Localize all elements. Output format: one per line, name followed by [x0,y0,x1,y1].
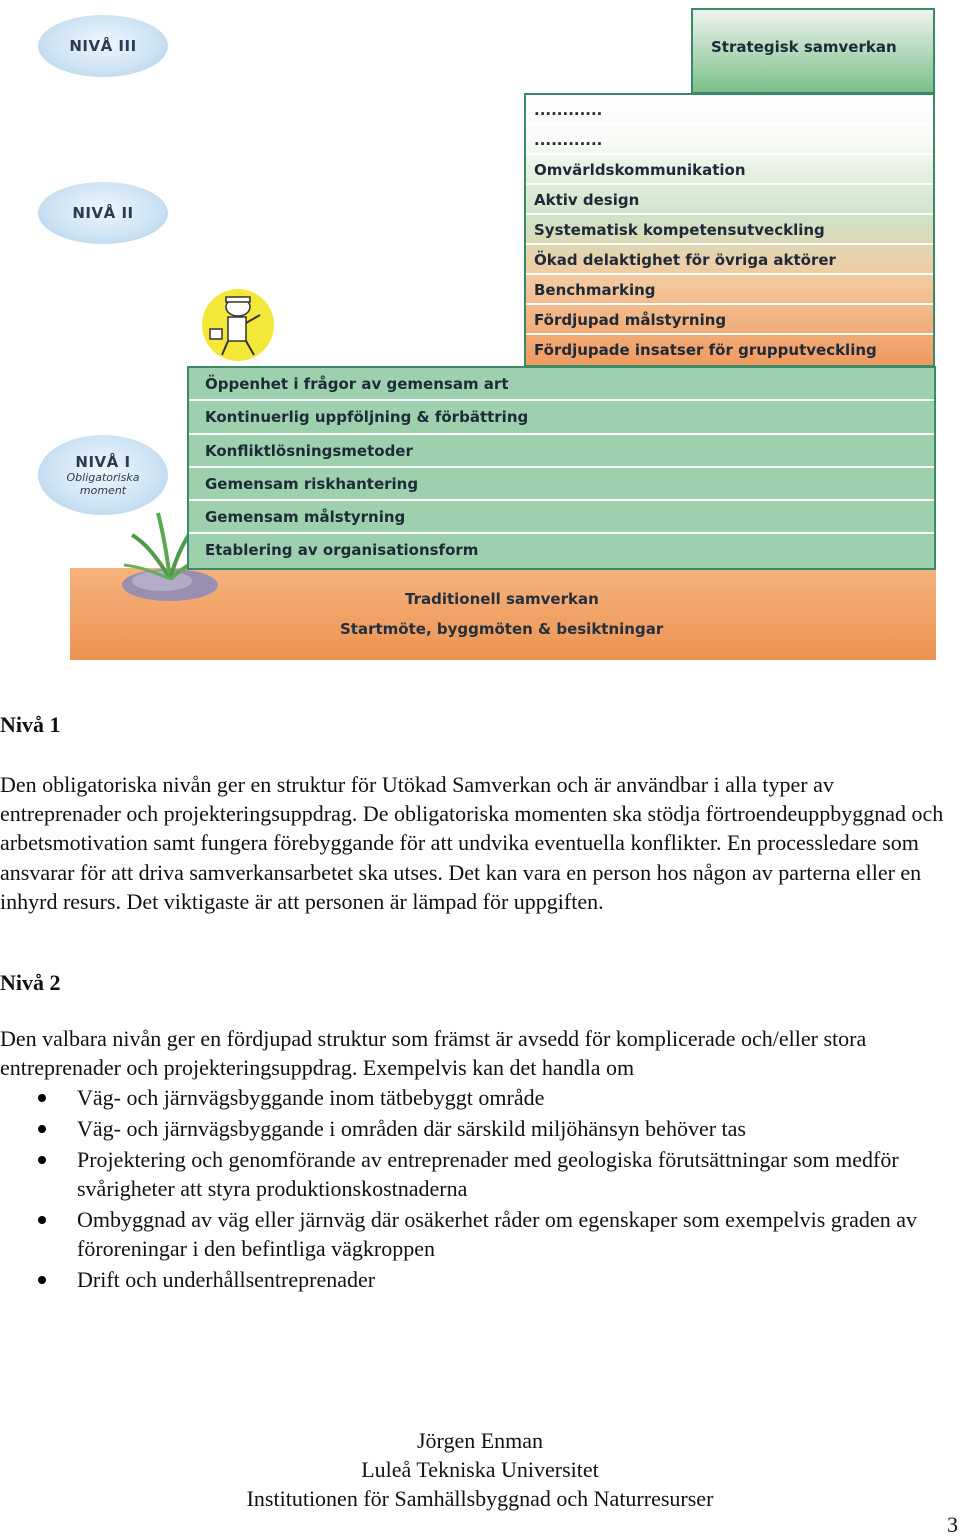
niva-2-label: NIVÅ II [72,204,134,222]
level-2-row: Ökad delaktighet för övriga aktörer [526,245,933,275]
level-3-box [691,8,935,94]
page-footer [0,1426,960,1513]
list-item: Väg- och järnvägsbyggande inom tätbebyggt område [0,1083,955,1112]
footer-author: Jörgen Enman [416,1428,544,1453]
ground-title: Traditionell samverkan [405,590,599,608]
level-3-label: Strategisk samverkan [711,38,897,56]
niva-1-label: NIVÅ I [75,453,131,471]
bullet-icon [38,1156,46,1164]
list-item: Ombyggnad av väg eller järnväg där osäkerhet råder om egenskaper som exempelvis graden av föroreningar i den befintliga vägkroppen [0,1205,955,1264]
niva-1-sublabel: Obligatoriska moment [66,471,140,497]
niva-2-examples-list [0,1083,955,1296]
level-1-row: Kontinuerlig uppföljning & förbättring [189,401,934,434]
page-number: 3 [947,1512,958,1537]
level-2-row: Fördjupad målstyrning [526,305,933,335]
footer-university: Luleå Tekniska Universitet [361,1457,599,1482]
level-1-row: Gemensam målstyrning [189,501,934,534]
level-2-row: Benchmarking [526,275,933,305]
level-2-row: Systematisk kompetensutveckling [526,215,933,245]
collaboration-levels-diagram [0,0,960,665]
niva-2-paragraph: Den valbara nivån ger en fördjupad struktur som främst är avsedd för komplicerade och/eller stora entreprenader och projekteringsuppdrag. Exempelvis kan det handla om [0,1026,867,1081]
niva-1-cloud [38,435,168,515]
niva-3-label: NIVÅ III [69,37,137,55]
footer-institution: Institutionen för Samhällsbyggnad och Naturresurser [246,1486,714,1511]
level-2-row: ............ [526,125,933,155]
level-2-row: Fördjupade insatser för grupputveckling [534,341,877,359]
level-1-row: Konfliktlösningsmetoder [189,435,934,468]
level-2-row: Omvärldskommunikation [526,155,933,185]
niva-2-heading: Nivå 2 [0,970,61,995]
level-1-row: Öppenhet i frågor av gemensam art [189,368,934,401]
list-item: Drift och underhållsentreprenader [0,1265,955,1294]
niva-2-cloud [38,182,168,244]
niva-3-cloud [38,15,168,77]
bullet-icon [38,1216,46,1224]
level-2-box [524,93,935,367]
bullet-icon [38,1125,46,1133]
niva-1-paragraph: Den obligatoriska nivån ger en struktur för Utökad Samverkan och är användbar i alla typer av entreprenader och projekteringsuppdrag. De obligatoriska momenten ska stödja förtroendeuppbyggnad och arbetsmotivation samt fungera förebyggande för att undvika eventuella konflikter. En processledare som ansvarar för att driva samverkansarbetet ska utses. Det kan vara en person hos någon av parterna eller en inhyrd resurs. Det viktigaste är att personen är lämpad för uppgiften. [0,772,944,914]
level-2-row: ............ [526,95,933,125]
level-1-row: Etablering av organisationsform [205,541,479,560]
level-1-row: Gemensam riskhantering [189,468,934,501]
bullet-icon [38,1094,46,1102]
list-item: Projektering och genomförande av entreprenader med geologiska förutsättningar som medför svårigheter att styra produktionskostnaderna [0,1145,955,1204]
cartoon-figure-illustration [198,285,278,365]
bullet-icon [38,1276,46,1284]
level-1-box [187,366,936,570]
list-item: Väg- och järnvägsbyggande i områden där särskild miljöhänsyn behöver tas [0,1114,955,1143]
ground-subtitle: Startmöte, byggmöten & besiktningar [340,620,664,638]
level-2-row: Aktiv design [526,185,933,215]
niva-1-heading: Nivå 1 [0,712,61,737]
